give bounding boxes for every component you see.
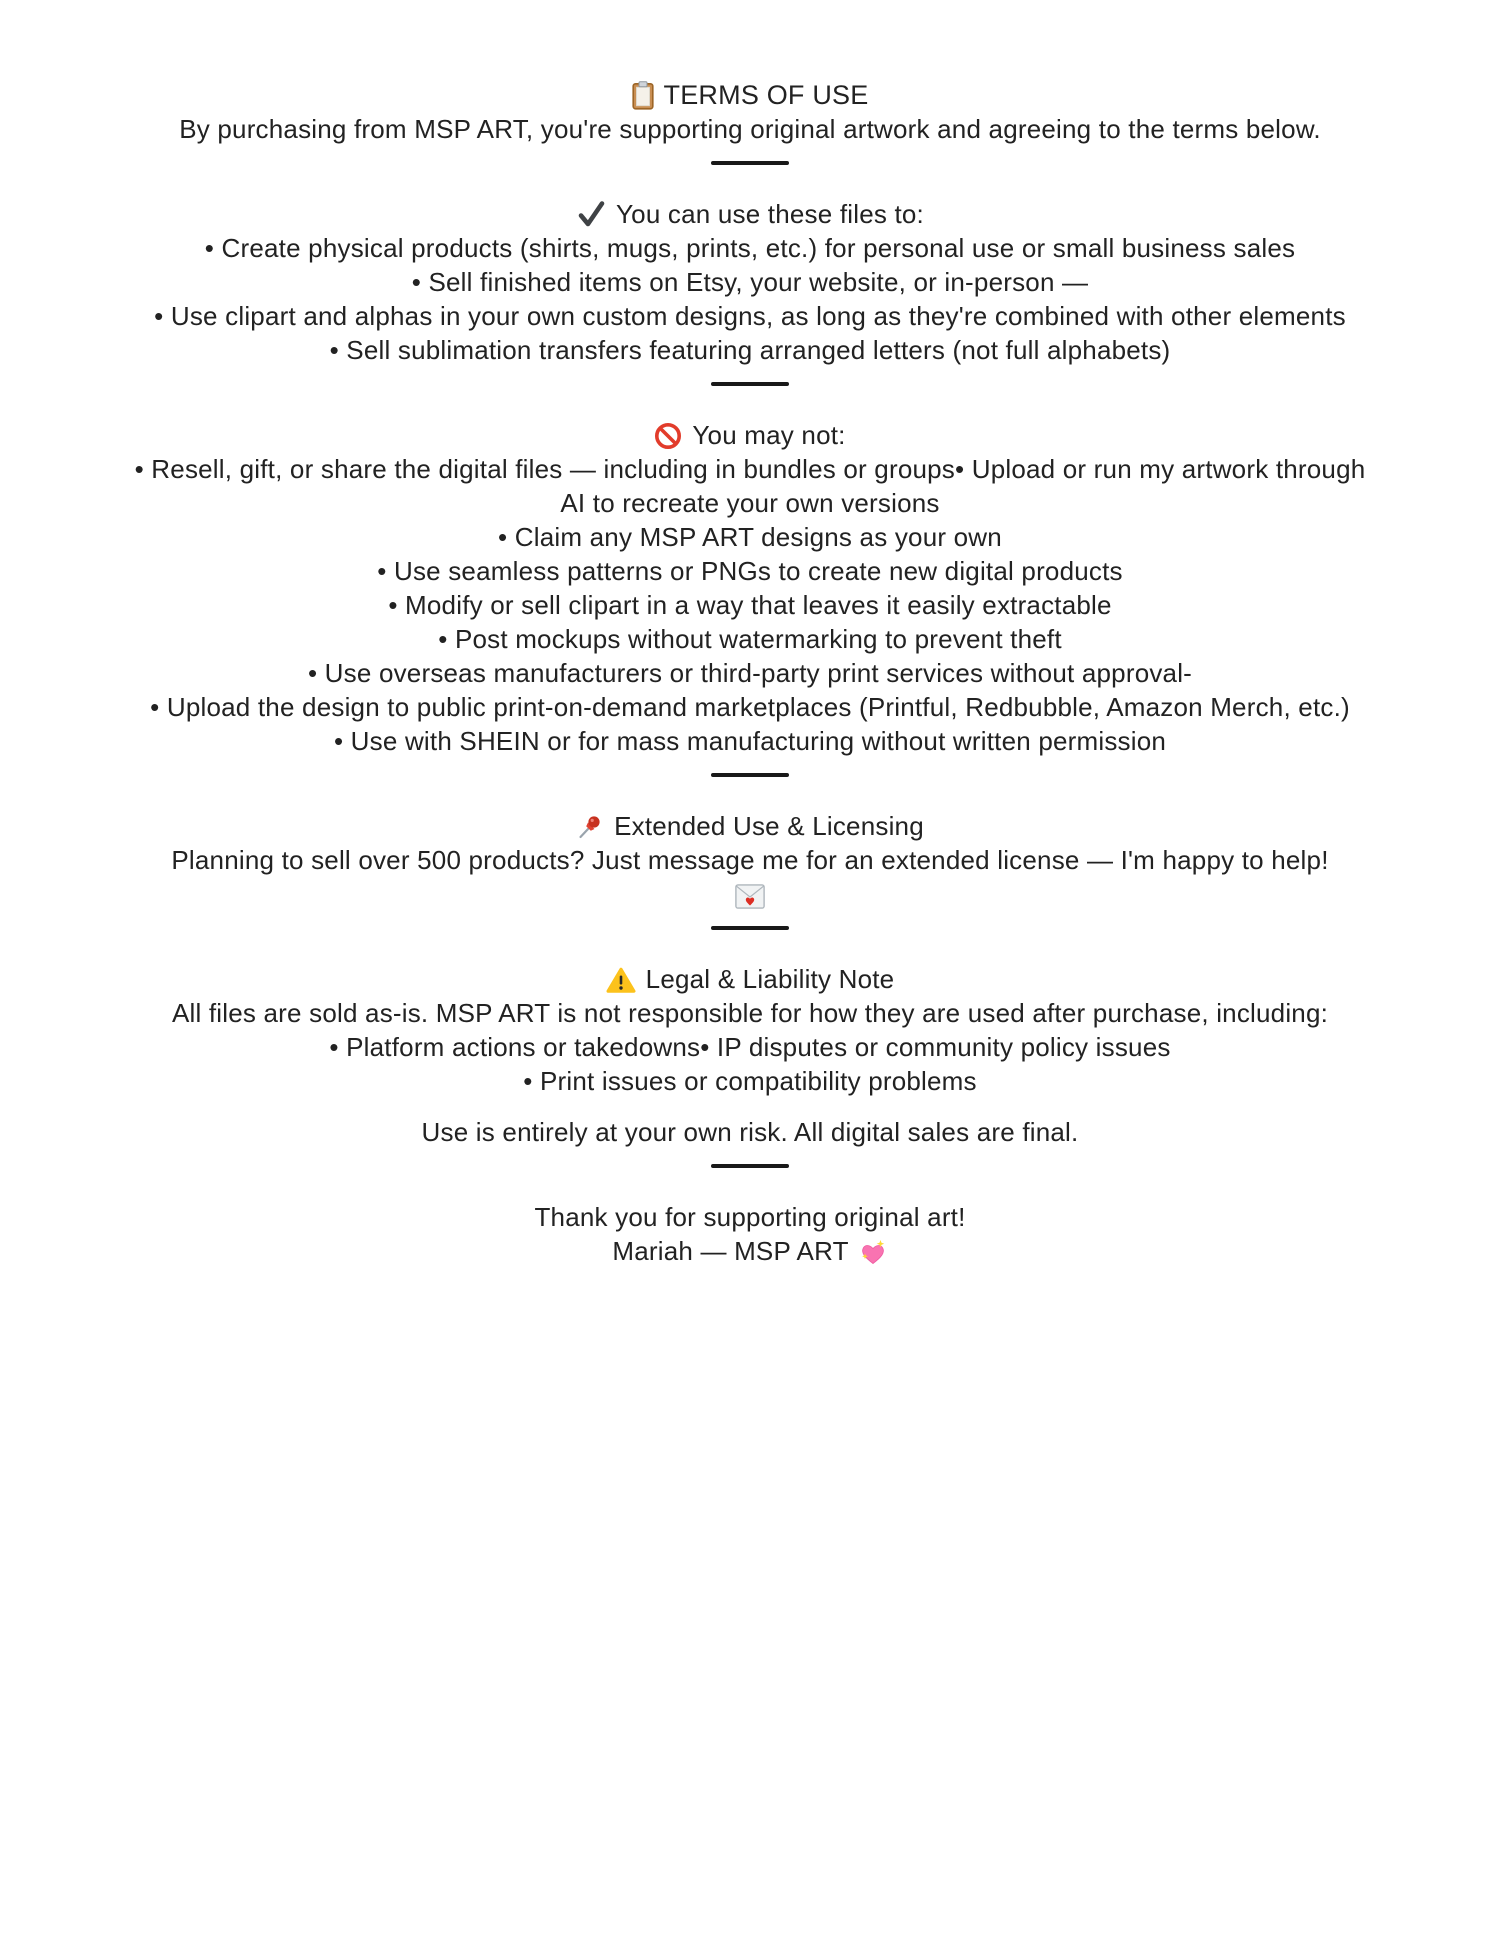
page-title [125,78,1375,112]
love-letter-icon [735,884,765,909]
list-item: • Post mockups without watermarking to prevent theft [438,624,1062,654]
signature-line [125,1234,1375,1268]
list-item: • Upload the design to public print-on-demand marketplaces (Printful, Redbubble, Amazon Merch, etc.) [150,692,1350,722]
list-item: • Claim any MSP ART designs as your own [498,522,1002,552]
list-item: • Use overseas manufacturers or third-party print services without approval- [307,658,1193,688]
warning-icon [606,967,636,994]
section-divider [125,1164,1375,1198]
list-item: • Sell finished items on Etsy, your website, or in-person — [411,267,1089,297]
section-divider [125,773,1375,807]
document-content [125,0,1375,1268]
divider-bar [711,926,789,930]
list-item: • Use with SHEIN or for mass manufacturing without written permission [333,726,1167,756]
section-heading-text: You may not: [692,420,846,450]
list-item: • Use clipart and alphas in your own custom designs, as long as they're combined with other elements [154,301,1346,331]
section-divider [125,382,1375,416]
pushpin-icon [576,813,604,841]
list-item: • Resell, gift, or share the digital files — including in bundles or groups• Upload or run my artwork through AI to recreate your own versions [134,454,1366,518]
extended-body-text: Planning to sell over 500 products? Just message me for an extended license — I'm happy to help! [171,845,1329,875]
intro-text: By purchasing from MSP ART, you're supporting original artwork and agreeing to the terms below. [179,114,1321,144]
page-title-text: TERMS OF USE [663,80,869,110]
divider-bar [711,773,789,777]
list-item: • Use seamless patterns or PNGs to create new digital products [377,556,1123,586]
section-divider [125,161,1375,195]
section-heading-allowed [125,197,1375,231]
list-item: • Print issues or compatibility problems [523,1066,977,1096]
divider-bar [711,161,789,165]
section-heading-text: Legal & Liability Note [645,964,895,994]
clipboard-icon [632,81,654,110]
section-heading-extended [125,809,1375,843]
risk-statement: Use is entirely at your own risk. All digital sales are final. [421,1117,1079,1147]
section-heading-forbidden [125,418,1375,452]
prohibited-icon [654,422,682,450]
list-item: • Platform actions or takedowns• IP disputes or community policy issues [329,1032,1171,1062]
section-heading-legal [125,962,1375,996]
thank-you-text: Thank you for supporting original art! [534,1202,966,1232]
section-heading-text: Extended Use & Licensing [614,811,924,841]
list-item: • Modify or sell clipart in a way that leaves it easily extractable [388,590,1112,620]
divider-bar [711,382,789,386]
sparkling-heart-icon [858,1239,888,1266]
check-icon [576,199,606,229]
love-letter-line [125,877,1375,911]
legal-body-text: All files are sold as-is. MSP ART is not responsible for how they are used after purchase, including: [171,998,1329,1028]
signature-text: Mariah — MSP ART [612,1236,849,1266]
section-heading-text: You can use these files to: [616,199,924,229]
list-item: • Sell sublimation transfers featuring arranged letters (not full alphabets) [329,335,1171,365]
list-item: • Create physical products (shirts, mugs, prints, etc.) for personal use or small business sales [204,233,1296,263]
section-divider [125,926,1375,960]
divider-bar [711,1164,789,1168]
